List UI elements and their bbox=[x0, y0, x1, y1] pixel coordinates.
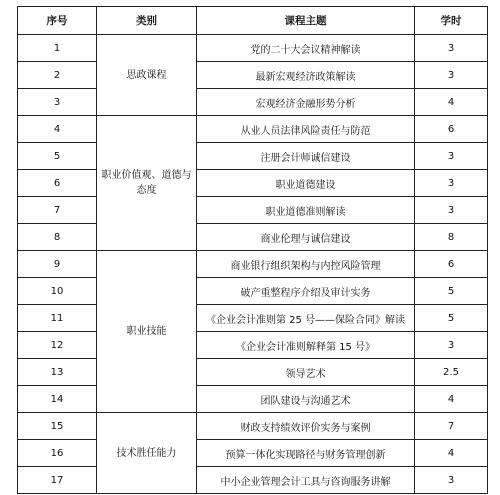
row-no: 2 bbox=[18, 62, 97, 89]
category-cell: 思政课程 bbox=[97, 35, 197, 116]
category-cell: 技术胜任能力 bbox=[97, 413, 197, 494]
row-topic: 《企业会计准则第 25 号——保险合同》解读 bbox=[197, 305, 415, 332]
table-row bbox=[18, 143, 488, 170]
row-hours: 4 bbox=[415, 89, 488, 116]
row-hours: 3 bbox=[415, 197, 488, 224]
table-row bbox=[18, 35, 488, 62]
row-topic: 宏观经济金融形势分析 bbox=[197, 89, 415, 116]
row-hours: 3 bbox=[415, 170, 488, 197]
header-category: 类别 bbox=[97, 7, 197, 35]
table-row bbox=[18, 467, 488, 494]
row-no: 5 bbox=[18, 143, 97, 170]
row-no: 8 bbox=[18, 224, 97, 251]
row-no: 16 bbox=[18, 440, 97, 467]
table-row bbox=[18, 170, 488, 197]
table-row bbox=[18, 440, 488, 467]
row-no: 4 bbox=[18, 116, 97, 143]
row-topic: 商业银行组织架构与内控风险管理 bbox=[197, 251, 415, 278]
row-hours: 5 bbox=[415, 305, 488, 332]
row-hours: 3 bbox=[415, 332, 488, 359]
row-hours: 4 bbox=[415, 386, 488, 413]
row-hours: 5 bbox=[415, 278, 488, 305]
row-hours: 3 bbox=[415, 35, 488, 62]
row-topic: 预算一体化实现路径与财务管理创新 bbox=[197, 440, 415, 467]
table-row bbox=[18, 62, 488, 89]
row-no: 3 bbox=[18, 89, 97, 116]
row-hours: 7 bbox=[415, 413, 488, 440]
row-hours: 4 bbox=[415, 440, 488, 467]
row-topic: 职业道德建设 bbox=[197, 170, 415, 197]
row-hours: 6 bbox=[415, 251, 488, 278]
row-no: 7 bbox=[18, 197, 97, 224]
row-topic: 财政支持绩效评价实务与案例 bbox=[197, 413, 415, 440]
row-topic: 中小企业管理会计工具与咨询服务讲解 bbox=[197, 467, 415, 494]
header-topic: 课程主题 bbox=[197, 7, 415, 35]
row-hours: 3 bbox=[415, 62, 488, 89]
table-row bbox=[18, 224, 488, 251]
row-no: 6 bbox=[18, 170, 97, 197]
row-topic: 最新宏观经济政策解读 bbox=[197, 62, 415, 89]
row-no: 14 bbox=[18, 386, 97, 413]
table-row bbox=[18, 413, 488, 440]
header-hours: 学时 bbox=[415, 7, 488, 35]
table-row bbox=[18, 332, 488, 359]
table-row bbox=[18, 359, 488, 386]
row-topic: 从业人员法律风险责任与防范 bbox=[197, 116, 415, 143]
header-no: 序号 bbox=[18, 7, 97, 35]
category-cell: 职业价值观、道德与态度 bbox=[97, 116, 197, 251]
table-row bbox=[18, 386, 488, 413]
table-row bbox=[18, 251, 488, 278]
row-no: 1 bbox=[18, 35, 97, 62]
row-hours: 3 bbox=[415, 467, 488, 494]
row-topic: 党的二十大会议精神解读 bbox=[197, 35, 415, 62]
table-row bbox=[18, 305, 488, 332]
row-topic: 注册会计师诚信建设 bbox=[197, 143, 415, 170]
table-row bbox=[18, 197, 488, 224]
row-topic: 商业伦理与诚信建设 bbox=[197, 224, 415, 251]
row-hours: 3 bbox=[415, 143, 488, 170]
row-topic: 《企业会计准则解释第 15 号》 bbox=[197, 332, 415, 359]
row-topic: 团队建设与沟通艺术 bbox=[197, 386, 415, 413]
row-topic: 破产重整程序介绍及审计实务 bbox=[197, 278, 415, 305]
row-no: 13 bbox=[18, 359, 97, 386]
table-row bbox=[18, 89, 488, 116]
table-row bbox=[18, 278, 488, 305]
category-cell: 职业技能 bbox=[97, 251, 197, 413]
row-no: 10 bbox=[18, 278, 97, 305]
row-topic: 职业道德准则解读 bbox=[197, 197, 415, 224]
row-hours: 8 bbox=[415, 224, 488, 251]
row-no: 17 bbox=[18, 467, 97, 494]
row-topic: 领导艺术 bbox=[197, 359, 415, 386]
row-hours: 2.5 bbox=[415, 359, 488, 386]
row-no: 9 bbox=[18, 251, 97, 278]
row-no: 11 bbox=[18, 305, 97, 332]
header-row bbox=[18, 7, 488, 35]
table-row bbox=[18, 116, 488, 143]
row-no: 15 bbox=[18, 413, 97, 440]
row-no: 12 bbox=[18, 332, 97, 359]
course-table bbox=[17, 6, 488, 494]
row-hours: 6 bbox=[415, 116, 488, 143]
